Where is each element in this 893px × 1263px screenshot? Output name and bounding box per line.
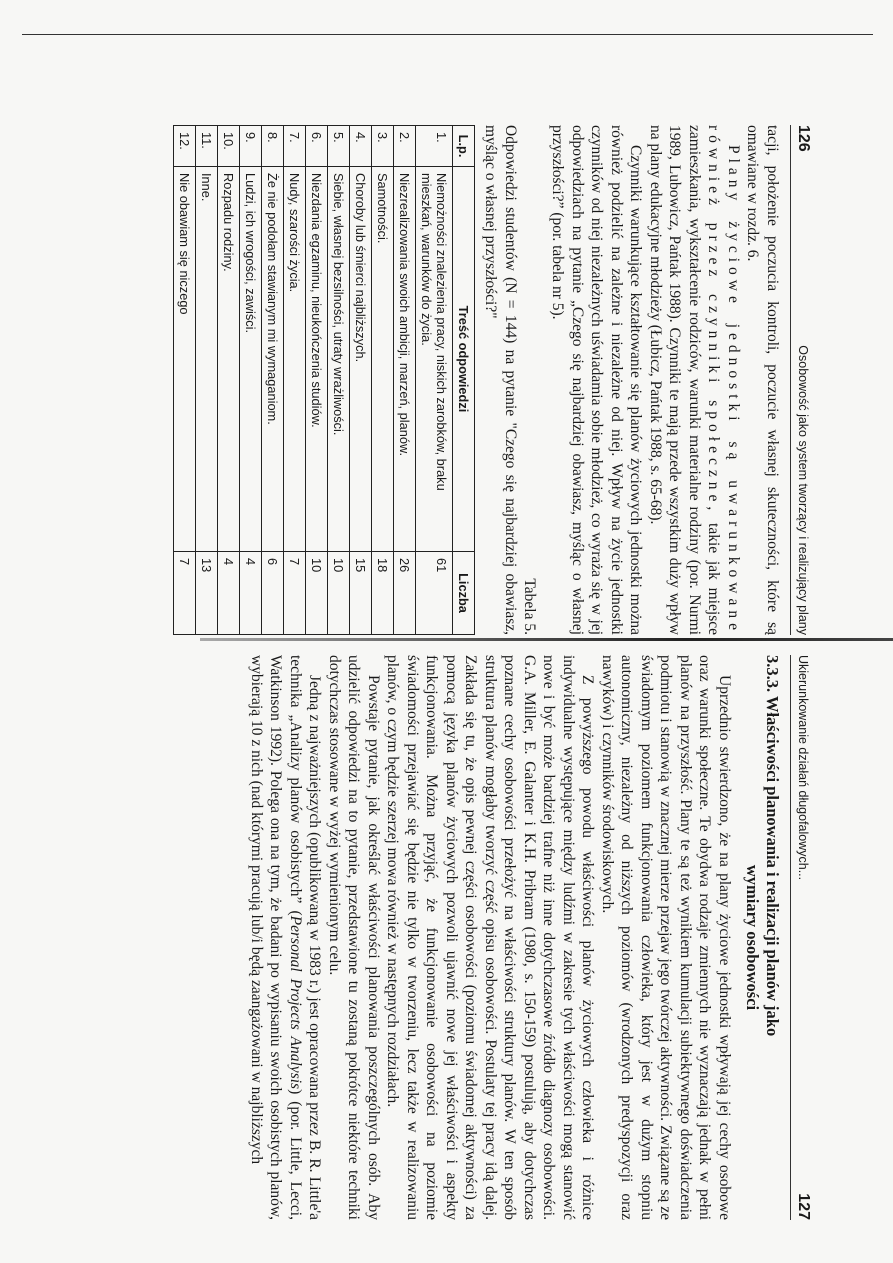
row-lp: 1.	[416, 126, 453, 167]
table-row	[284, 126, 306, 635]
page-number: 127	[795, 1193, 812, 1220]
table-row	[350, 126, 372, 635]
italic-title: Personal Projects Analysis	[287, 915, 304, 1090]
row-lp: 3.	[372, 126, 394, 167]
table-row	[372, 126, 394, 635]
paragraph: Czynniki warunkujące kształtowanie się planów życiowych jednostki można również podzielić na zależne i niezależne od niej. Wpływ na życie jednostki czynników od niej niezależnych uświadamia sobie młodzież, co wyraża się w jej odpowiedziach na pytanie „Czego się najbardziej obawiasz, myśląc o własnej przyszłości?” (por. tabela nr 5).	[549, 125, 645, 635]
page-header	[790, 655, 812, 1220]
table-row	[416, 126, 453, 635]
page-number: 126	[795, 125, 812, 152]
section-title: Właściwości planowania i realizacji planów jako	[763, 695, 782, 1037]
section-title-cont: wymiary osobowości	[743, 864, 762, 1011]
paragraph-text: ) (por. Little, Lecci, Watkinson 1992). Polega ona na tym, że badani po wypisaniu swoich osobistych planów, wybierają 10 z nich (nad którymi pracują lub/i będą zaangażowani w najbliższych	[248, 655, 304, 1220]
row-count: 18	[372, 552, 394, 635]
table-row	[218, 126, 240, 635]
table-row	[174, 126, 196, 635]
paragraph: Z powyższego powodu właściwości planów życiowych człowieka i różnice indywidualne występujące między ludźmi w zakresie tych właściwości mogą stanowić nowe i być może bardziej trafne niż inne dotychczasowe źródło diagnozy osobowości. G.A. Miller, E. Galanter i K.H. Pribram (1980, s. 150-159) postulują, aby dotychczas poznane cechy osobowości przełożyć na właściwości struktury planów. W ten sposób struktura planów mogłaby tworzyć część opisu osobowości. Postulaty tej pracy idą dalej. Zakłada się tu, że opis pewnej części osobowości (poziomu świadomej aktywności) za pomocą języka planów życiowych pozwoli ujawnić nowe jej właściwości i aspekty funkcjonowania. Można przyjąć, że funkcjonowanie osobowości na poziomie świadomości przejawiać się będzie nie tylko w tworzeniu, lecz także w realizowaniu planów, o czym będzie szerzej mowa również w następnych rozdziałach.	[384, 655, 597, 1220]
row-lp: 12.	[174, 126, 196, 167]
row-text: Że nie podołam stawianym mi wymaganiom.	[262, 167, 284, 552]
table-body	[174, 126, 453, 635]
row-count: 4	[218, 552, 240, 635]
running-head: Osobowość jako system tworzący i realizujący plany	[796, 345, 810, 635]
section-number: 3.3.3.	[763, 655, 782, 693]
row-count: 7	[284, 552, 306, 635]
row-count: 15	[350, 552, 372, 635]
table-header-row	[453, 126, 475, 635]
row-count: 6	[262, 552, 284, 635]
header-lp: L.p.	[453, 126, 475, 167]
table-row	[196, 126, 218, 635]
row-lp: 8.	[262, 126, 284, 167]
row-lp: 5.	[328, 126, 350, 167]
header-text: Treść odpowiedzi	[453, 167, 475, 552]
paragraph: Uprzednio stwierdzono, że na plany życiowe jednostki wpływają jej cechy osobowe oraz warunki społeczne. Te obydwa rodzaje zmiennych nie wyznaczają jednak w pełni planów na przyszłość. Plany te są też wynikiem kumulacji subiektywnego doświadczenia podmiotu i stanowią w znacznej mierze przejaw jego twórczej aktywności. Związane są ze świadomym poziomem funkcjonowania człowieka, który jest w dużym stopniu autonomiczny, niezależny od niższych poziomów (wrodzonych predyspozycji oraz nawyków) i czynników środowiskowych.	[599, 655, 733, 1220]
row-text: Rozpadu rodziny.	[218, 167, 240, 552]
row-text: Ludzi, ich wrogości, zawiści.	[240, 167, 262, 552]
row-text: Samotności.	[372, 167, 394, 552]
spaced-text: Plany życiowe jednostki są uwarunkowane również przez czynniki społeczne,	[705, 125, 742, 635]
table-row	[328, 126, 350, 635]
row-lp: 11.	[196, 126, 218, 167]
paragraph-text: Jedną z najważniejszych (opublikowaną w 1983 r.) jest opracowana przez B. R. Little'a technika „Analizy planów osobistych” (	[287, 655, 324, 1220]
row-count: 13	[196, 552, 218, 635]
row-text: Nudy, szarości życia.	[284, 167, 306, 552]
running-head: Ukierunkowanie działań długofalowych...	[796, 655, 810, 881]
table-row	[262, 126, 284, 635]
row-lp: 4.	[350, 126, 372, 167]
row-lp: 9.	[240, 126, 262, 167]
page-header	[790, 125, 812, 635]
paragraph	[646, 125, 744, 635]
row-count: 10	[306, 552, 328, 635]
row-text: Siebie, własnej bezsilności, utraty wrażliwości.	[328, 167, 350, 552]
table-row	[306, 126, 328, 635]
row-text: Nie obawiam się niczego	[174, 167, 196, 552]
row-text: Inne.	[196, 167, 218, 552]
row-lp: 6.	[306, 126, 328, 167]
top-rule	[22, 34, 873, 35]
row-count: 10	[328, 552, 350, 635]
row-text: Choroby lub śmierci najbliższych.	[350, 167, 372, 552]
paragraph: Powstaje pytanie, jak określać właściwości planowania poszczególnych osób. Aby udzielić odpowiedzi na to pytanie, przedstawione tu zostaną pokrótce niektóre techniki dotychczas stosowane w wyżej wymienionym celu.	[326, 655, 382, 1220]
table-caption: Tabela 5.	[521, 578, 538, 635]
table-intro: Odpowiedzi studentów (N = 144) na pytanie "Czego się najbardziej obawiasz, myśląc o własnej przyszłości?"	[482, 125, 519, 635]
table-row	[240, 126, 262, 635]
row-text: Niezdania egzaminu, nieukończenia studiów.	[306, 167, 328, 552]
page-127	[82, 655, 812, 1220]
section-heading	[742, 655, 782, 1220]
row-count: 7	[174, 552, 196, 635]
paragraph-text: takie jak miejsce zamieszkania, wykształcenie rodziców, warunki materialne rodziny (por. Nurmi 1989, Lubowicz, Pańtak 1988). Czynniki te mają przede wszystkim duży wpływ na plany edukacyjne młodzieży (Łubicz, Pańtak 1988, s. 65-68).	[647, 125, 723, 635]
row-text: Niemożności znalezienia pracy, niskich zarobków, braku mieszkań, warunków do życia.	[416, 167, 453, 552]
paragraph	[247, 655, 325, 1220]
header-count: Liczba	[453, 552, 475, 635]
row-text: Niezrealizowania swoich ambicji, marzeń, planów.	[394, 167, 416, 552]
paragraph: tacji, położenie poczucia kontroli, poczucie własnej skuteczności, które są omawiane w rozdz. 6.	[744, 125, 781, 635]
row-count: 61	[416, 552, 453, 635]
row-lp: 7.	[284, 126, 306, 167]
row-lp: 2.	[394, 126, 416, 167]
book-spine	[200, 638, 893, 641]
responses-table	[173, 125, 475, 635]
page-126	[92, 125, 812, 635]
row-count: 26	[394, 552, 416, 635]
row-count: 4	[240, 552, 262, 635]
table-row	[394, 126, 416, 635]
row-lp: 10.	[218, 126, 240, 167]
